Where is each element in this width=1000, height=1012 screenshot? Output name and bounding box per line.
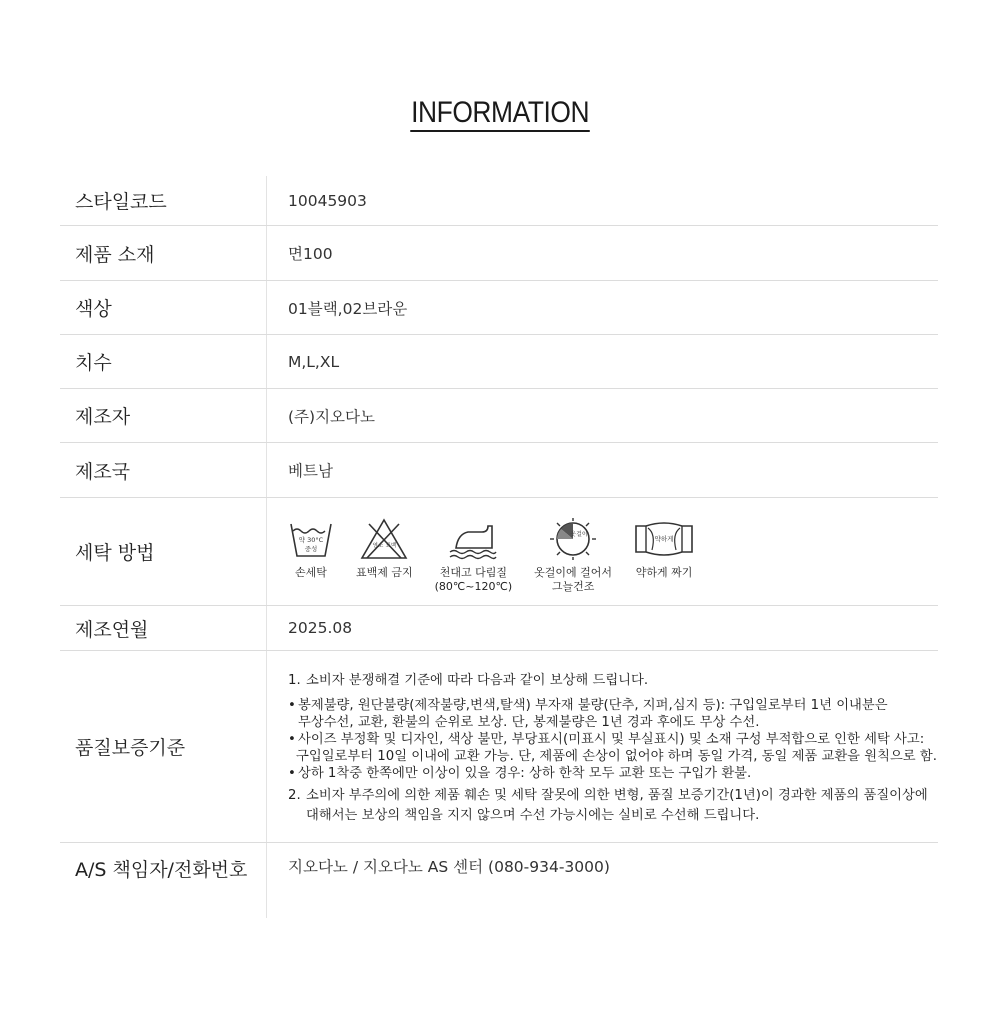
wash-caption-hang-dry [534, 566, 612, 594]
label-quality-guarantee: 품질보증기준 [60, 651, 267, 842]
wash-item-wring [634, 518, 694, 580]
row-country [60, 443, 938, 498]
row-washing [60, 498, 938, 606]
bullet-icon: • [288, 731, 296, 747]
quality-item-1-text: 소비자 분쟁해결 기준에 따라 다음과 같이 보상해 드립니다. [306, 672, 649, 688]
quality-item-1 [288, 672, 937, 689]
quality-text [288, 670, 937, 824]
quality-bullet-1-line2: 무상수선, 교환, 환불의 순위로 보상. 단, 봉제불량은 1년 경과 후에도 무상 수선. [298, 714, 760, 730]
value-after-service: 지오다노 / 지오다노 AS 센터 (080-934-3000) [288, 858, 610, 876]
bullet-icon: • [288, 765, 296, 781]
value-size: M,L,XL [288, 352, 340, 371]
label-color: 색상 [60, 281, 267, 334]
bullet-icon: • [288, 697, 296, 713]
row-material [60, 226, 938, 281]
row-manufacturer [60, 389, 938, 443]
wash-caption-hang-dry-line1: 옷걸이에 걸어서 [534, 566, 613, 579]
quality-item-2-line2: 대해서는 보상의 책임을 지지 않으며 수선 가능시에는 실비로 수선해 드립니다. [306, 807, 760, 823]
hang-dry-shade-icon [548, 518, 598, 560]
quality-bullet-1-line1: 봉제불량, 원단불량(제작불량,변색,탈색) 부자재 불량(단추, 지퍼,심지 등): 구입일로부터 1년 이내분은 [298, 697, 888, 713]
row-manufacture-date [60, 606, 938, 651]
value-manufacture-date: 2025.08 [288, 619, 353, 637]
no-bleach-chlorine-text: 염소 [372, 543, 384, 549]
wash-item-hang-dry [534, 518, 612, 594]
quality-item-2 [288, 787, 937, 804]
row-size [60, 335, 938, 389]
quality-item-2-line1: 소비자 부주의에 의한 제품 훼손 및 세탁 잘못에 의한 변형, 품질 보증기간(1년)이 경과한 제품의 품질이상에 [306, 787, 928, 803]
product-info-table [60, 176, 938, 918]
quality-bullet-2-line2: 구입일로부터 10일 이내에 교환 가능. 단, 제품에 손상이 없어야 하며 동일 가격, 동일 제품 교환을 원칙으로 함. [296, 748, 937, 764]
label-manufacturer: 제조자 [60, 389, 267, 442]
wash-caption-hang-dry-line2: 그늘건조 [551, 580, 595, 593]
label-style-code: 스타일코드 [60, 176, 267, 225]
quality-item-1-num: 1. [288, 672, 301, 688]
value-quality-guarantee [267, 651, 938, 842]
row-quality-guarantee [60, 651, 938, 843]
quality-bullet-2-line1: 사이즈 부정확 및 디자인, 색상 불만, 부당표시(미표시 및 부실표시) 및 소재 구성 부적합으로 인한 세탁 사고: [298, 731, 925, 747]
quality-bullet-3 [288, 765, 937, 782]
title-wrap [0, 96, 1000, 132]
label-after-service: A/S 책임자/전화번호 [60, 843, 267, 918]
wash-caption-iron-line1: 천대고 다림질 [439, 566, 508, 579]
wash-caption-wring: 약하게 짜기 [635, 566, 693, 579]
no-bleach-icon [359, 518, 409, 560]
wring-gently-text: 약하게 [654, 535, 674, 543]
label-size: 치수 [60, 335, 267, 388]
page-title: INFORMATION [410, 96, 590, 132]
quality-bullet-2 [288, 731, 937, 748]
quality-bullet-1 [288, 697, 937, 714]
hang-dry-hanger-text: 옷걸이 [570, 531, 588, 538]
iron-cloth-icon [448, 518, 498, 560]
wring-gently-icon [634, 518, 694, 560]
value-manufacturer: (주)지오다노 [288, 407, 375, 426]
quality-bullet-3-line1: 상하 1착중 한쪽에만 이상이 있을 경우: 상하 한착 모두 교환 또는 구입가 환불. [298, 765, 752, 781]
wash-caption-hand-wash: 손세탁 [295, 566, 327, 579]
wash-item-no-bleach [356, 518, 413, 580]
hand-wash-neutral-text: 중성 [304, 545, 318, 553]
row-after-service [60, 843, 938, 918]
wash-caption-iron [435, 566, 513, 594]
hand-wash-temp-text: 약 30°C [298, 536, 324, 544]
value-country: 베트남 [288, 462, 333, 480]
label-manufacture-date: 제조연월 [60, 606, 267, 650]
value-washing [267, 498, 938, 605]
wash-item-hand-wash [288, 518, 334, 580]
no-bleach-bleach-text: 표백 [385, 543, 397, 549]
wash-caption-iron-line2: (80℃~120℃) [434, 580, 513, 593]
label-washing: 세탁 방법 [60, 498, 267, 605]
hand-wash-30c-icon [288, 518, 334, 560]
wash-caption-no-bleach: 표백제 금지 [356, 566, 413, 579]
washing-icons [288, 498, 716, 605]
label-material: 제품 소재 [60, 226, 267, 280]
row-style-code [60, 176, 938, 226]
value-style-code: 10045903 [288, 191, 367, 210]
row-color [60, 281, 938, 335]
value-color: 01블랙,02브라운 [288, 299, 408, 318]
wash-item-iron [435, 518, 513, 594]
label-country: 제조국 [60, 443, 267, 497]
quality-item-2-num: 2. [288, 787, 301, 803]
value-material: 면100 [288, 245, 333, 263]
